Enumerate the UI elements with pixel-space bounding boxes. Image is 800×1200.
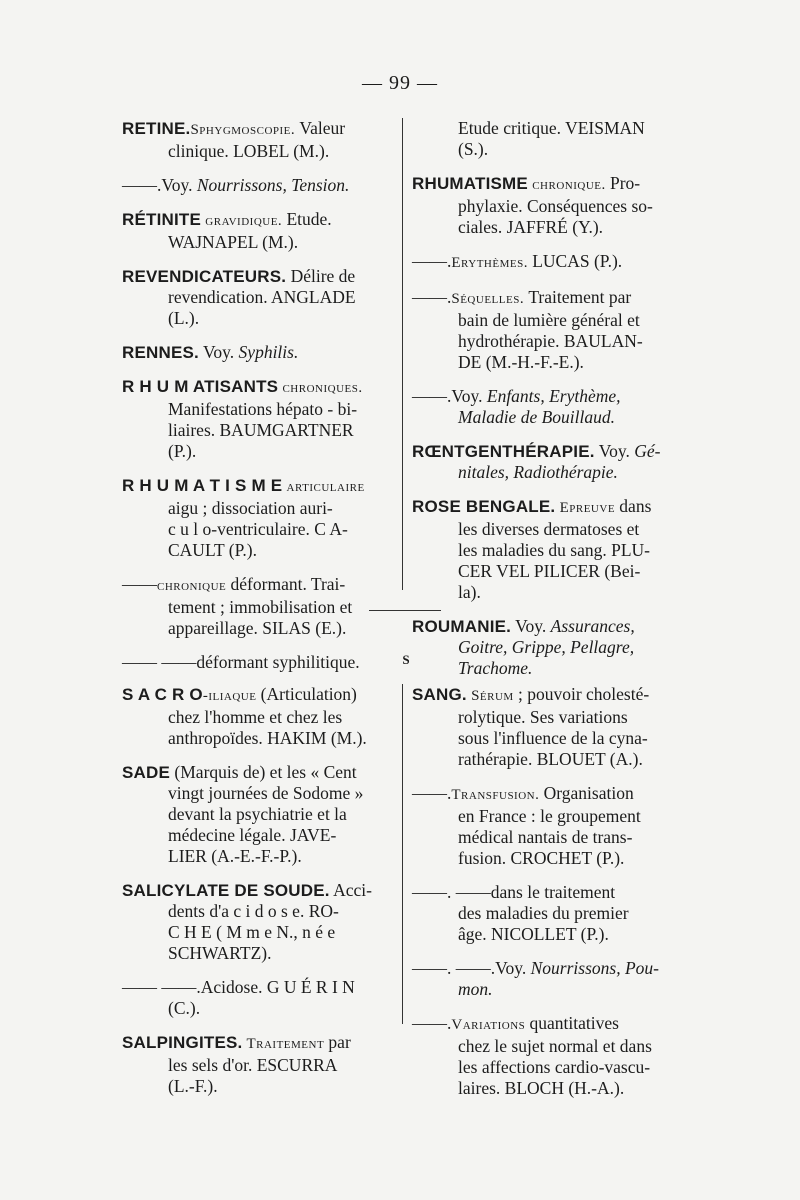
entry-headword: RÉTINITE (122, 210, 202, 229)
index-entry (122, 574, 394, 639)
entry-continuation-line: la). (458, 582, 481, 602)
index-entry (412, 684, 680, 770)
entry-text: Nourrissons, Pou- (530, 958, 659, 978)
entry-continuation-line: clinique. LOBEL (M.). (168, 141, 330, 161)
entry-repeat-dash: ——. (412, 1013, 452, 1033)
entry-subheading: gravidique. (201, 213, 287, 229)
entry-first-line (412, 496, 680, 519)
entry-continuation-line: (C.). (168, 998, 201, 1018)
entry-continuation-line: bain de lumière général et (458, 310, 640, 330)
entry-first-line (122, 118, 394, 141)
entry-continuation-line: SCHWARTZ). (168, 943, 272, 963)
entry-continuation-line: tement ; immobilisation et (168, 597, 353, 617)
entry-first-line (122, 342, 394, 363)
entry-continuation-line: ciales. JAFFRÉ (Y.). (458, 217, 604, 237)
index-entry (122, 342, 394, 363)
entry-subheading: chronique (157, 578, 231, 594)
entry-text: Syphilis. (238, 342, 299, 362)
entry-text: Organisation (543, 783, 634, 803)
entry-subheading: Sérum (466, 688, 518, 704)
entry-continuation-line: CAULT (P.). (168, 540, 257, 560)
entry-text: Voy. (495, 958, 531, 978)
entry-subheading: Variations (451, 1017, 530, 1033)
index-entry (122, 977, 394, 1019)
entry-continuation-line: anthropoïdes. HAKIM (M.). (168, 728, 367, 748)
entry-headword: SADE (122, 763, 171, 782)
index-entry (122, 762, 394, 867)
entry-text: Acci- (329, 880, 372, 900)
entry-continuation-line: LIER (A.-E.-F.-P.). (168, 846, 302, 866)
entry-repeat-dash: ——. (122, 175, 162, 195)
entry-text: Assurances, (550, 616, 635, 636)
entry-headword: SANG. (412, 685, 467, 704)
entry-first-line (122, 376, 394, 399)
entry-subheading: articulaire (282, 479, 365, 495)
entry-subheading: chronique. (527, 177, 610, 193)
bottom-right-column (412, 684, 680, 1112)
entry-text: déformant syphilitique. (196, 652, 360, 672)
index-entry (412, 882, 680, 945)
index-entry (122, 209, 394, 253)
entry-continuation-line: c u l o-ventriculaire. C A- (168, 519, 348, 539)
entry-text: (Articulation) (260, 684, 357, 704)
entry-first-line (122, 762, 394, 783)
entry-continuation-line: liaires. BAUMGARTNER (168, 420, 354, 440)
entry-continuation-line: DE (M.-H.-F.-E.). (458, 352, 584, 372)
entry-first-line (412, 882, 680, 903)
entry-continuation-line: mon. (458, 979, 493, 999)
entry-first-line (122, 880, 394, 901)
index-entry (412, 287, 680, 373)
entry-repeat-dash: —— (122, 574, 157, 594)
entry-continuation-line: Maladie de Bouillaud. (458, 407, 615, 427)
entry-continuation-line: vingt journées de Sodome » (168, 783, 364, 803)
page-number: — 99 — (362, 72, 438, 94)
entry-first-line (412, 173, 680, 196)
bottom-left-column (122, 684, 394, 1110)
entry-headword: R H U M ATISANTS (122, 377, 279, 396)
entry-subheading: Sphygmoscopie. (190, 122, 300, 138)
index-entry (122, 376, 394, 462)
entry-subheading: Erythèmes. (451, 255, 533, 271)
entry-continuation-line: (L.). (168, 308, 200, 328)
entry-continuation-line: Etude critique. VEISMAN (458, 118, 645, 138)
entry-text: LUCAS (P.). (532, 251, 623, 271)
entry-subheading: chroniques. (278, 380, 363, 396)
entry-text: déformant. Trai- (230, 574, 346, 594)
entry-first-line (122, 1032, 394, 1055)
entry-headword: RŒNTGENTHÉRAPIE. (412, 442, 595, 461)
entry-first-line (412, 287, 680, 310)
entry-first-line (412, 1013, 680, 1036)
entry-text: ; pouvoir cholesté- (517, 684, 650, 704)
entry-repeat-dash: ——. (412, 386, 452, 406)
bottom-column-divider (402, 684, 403, 1024)
entry-first-line (122, 977, 394, 998)
entry-subheading: Transfusion. (451, 787, 544, 803)
entry-first-line (412, 684, 680, 707)
entry-first-line (122, 475, 394, 498)
entry-continuation-line: les diverses dermatoses et (458, 519, 640, 539)
entry-first-line (122, 684, 394, 707)
entry-continuation-line: Goitre, Grippe, Pellagre, (458, 637, 635, 657)
entry-repeat-dash: —— ——. (122, 977, 201, 997)
entry-first-line (412, 251, 680, 274)
entry-headword: SALPINGITES. (122, 1033, 243, 1052)
entry-continuation-line: les sels d'or. ESCURRA (168, 1055, 338, 1075)
entry-continuation-line: WAJNAPEL (M.). (168, 232, 299, 252)
entry-headword: ROSE BENGALE. (412, 497, 556, 516)
entry-continuation-line: Manifestations hépato - bi- (168, 399, 358, 419)
top-right-column (412, 118, 680, 692)
index-entry (412, 783, 680, 869)
entry-continuation-line: médical nantais de trans- (458, 827, 633, 847)
top-left-column (122, 118, 394, 686)
entry-first-line (412, 441, 680, 462)
entry-continuation-line: devant la psychiatrie et la (168, 804, 347, 824)
entry-headword: RETINE. (122, 119, 191, 138)
entry-continuation-line: les affections cardio-vascu- (458, 1057, 651, 1077)
index-entry (122, 118, 394, 162)
entry-text: Délire de (286, 266, 356, 286)
index-entry (412, 118, 680, 160)
entry-headword: RHUMATISME (412, 174, 528, 193)
entry-continuation-line: chez l'homme et chez les (168, 707, 343, 727)
index-entry (412, 441, 680, 483)
entry-text: Gé- (634, 441, 661, 461)
index-entry (412, 616, 680, 679)
entry-text: Acidose. G U É R I N (200, 977, 355, 997)
entry-continuation-line: rolytique. Ses variations (458, 707, 628, 727)
entry-subheading: -iliaque (202, 688, 261, 704)
entry-first-line (122, 209, 394, 232)
entry-continuation-line: C H E ( M m e N., n é e (168, 922, 336, 942)
entry-text: Voy. (161, 175, 197, 195)
entry-text: (Marquis de) et les « Cent (170, 762, 357, 782)
index-entry (122, 266, 394, 329)
entry-text: Valeur (299, 118, 346, 138)
entry-text: Voy. (451, 386, 487, 406)
entry-text: dans le traitement (490, 882, 616, 902)
entry-text: quantitatives (529, 1013, 619, 1033)
entry-repeat-dash: —— —— (122, 652, 197, 672)
entry-continuation-line: aigu ; dissociation auri- (168, 498, 333, 518)
entry-headword: RENNES. (122, 343, 199, 362)
entry-text: Pro- (609, 173, 641, 193)
entry-text: par (328, 1032, 351, 1052)
entry-headword: S A C R O (122, 685, 203, 704)
index-entry (412, 496, 680, 603)
entry-continuation-line: (L.-F.). (168, 1076, 218, 1096)
entry-continuation-line: médecine légale. JAVE- (168, 825, 337, 845)
index-entry (412, 251, 680, 274)
entry-text: dans (619, 496, 652, 516)
top-column-divider (402, 118, 403, 590)
index-entry (412, 1013, 680, 1099)
index-entry (122, 684, 394, 749)
entry-headword: REVENDICATEURS. (122, 267, 287, 286)
entry-continuation-line: revendication. ANGLADE (168, 287, 356, 307)
entry-continuation-line: âge. NICOLLET (P.). (458, 924, 609, 944)
entry-continuation-line: chez le sujet normal et dans (458, 1036, 652, 1056)
entry-first-line (412, 958, 680, 979)
index-entry (412, 386, 680, 428)
entry-first-line (122, 574, 394, 597)
entry-first-line (122, 266, 394, 287)
entry-continuation-line: hydrothérapie. BAULAN- (458, 331, 643, 351)
entry-continuation-line: en France : le groupement (458, 806, 641, 826)
section-letter: S (402, 652, 410, 667)
entry-repeat-dash: ——. (412, 783, 452, 803)
entry-first-line (412, 783, 680, 806)
entry-continuation-line: phylaxie. Conséquences so- (458, 196, 653, 216)
index-entry (122, 1032, 394, 1097)
entry-repeat-dash: ——. (412, 251, 452, 271)
entry-repeat-dash: ——. (412, 287, 452, 307)
entry-continuation-line: rathérapie. BLOUET (A.). (458, 749, 643, 769)
entry-first-line (412, 386, 680, 407)
index-entry (122, 175, 394, 196)
entry-continuation-line: nitales, Radiothérapie. (458, 462, 618, 482)
entry-continuation-line: (P.). (168, 441, 197, 461)
entry-continuation-line: CER VEL PILICER (Bei- (458, 561, 641, 581)
entry-text: Voy. (594, 441, 635, 461)
entry-first-line (122, 175, 394, 196)
entry-continuation-line: les maladies du sang. PLU- (458, 540, 650, 560)
entry-repeat-dash: ——. ——. (412, 958, 496, 978)
index-entry (122, 475, 394, 561)
entry-continuation-line: sous l'influence de la cyna- (458, 728, 648, 748)
entry-subheading: Séquelles. (451, 291, 529, 307)
entry-continuation-line: dents d'a c i d o s e. RO- (168, 901, 339, 921)
entry-subheading: Epreuve (555, 500, 620, 516)
entry-first-line (412, 616, 680, 637)
entry-headword: ROUMANIE. (412, 617, 512, 636)
index-entry (412, 173, 680, 238)
entry-continuation-line: des maladies du premier (458, 903, 629, 923)
section-rule (369, 610, 441, 611)
entry-headword: SALICYLATE DE SOUDE. (122, 881, 330, 900)
entry-continuation-line: (S.). (458, 139, 489, 159)
entry-repeat-dash: ——. —— (412, 882, 491, 902)
entry-subheading: Traitement (242, 1036, 329, 1052)
entry-text: Voy. (511, 616, 551, 636)
entry-text: Etude. (286, 209, 332, 229)
entry-text: Nourrissons, Tension. (196, 175, 350, 195)
entry-headword: R H U M A T I S M E (122, 476, 283, 495)
entry-text: Voy. (198, 342, 239, 362)
entry-continuation-line: laires. BLOCH (H.-A.). (458, 1078, 625, 1098)
index-entry (122, 880, 394, 964)
entry-text: Traitement par (528, 287, 632, 307)
entry-continuation-line: appareillage. SILAS (E.). (168, 618, 347, 638)
entry-continuation-line: fusion. CROCHET (P.). (458, 848, 625, 868)
entry-text: Enfants, Erythème, (486, 386, 621, 406)
index-entry (412, 958, 680, 1000)
entry-continuation-line: Trachome. (458, 658, 533, 678)
